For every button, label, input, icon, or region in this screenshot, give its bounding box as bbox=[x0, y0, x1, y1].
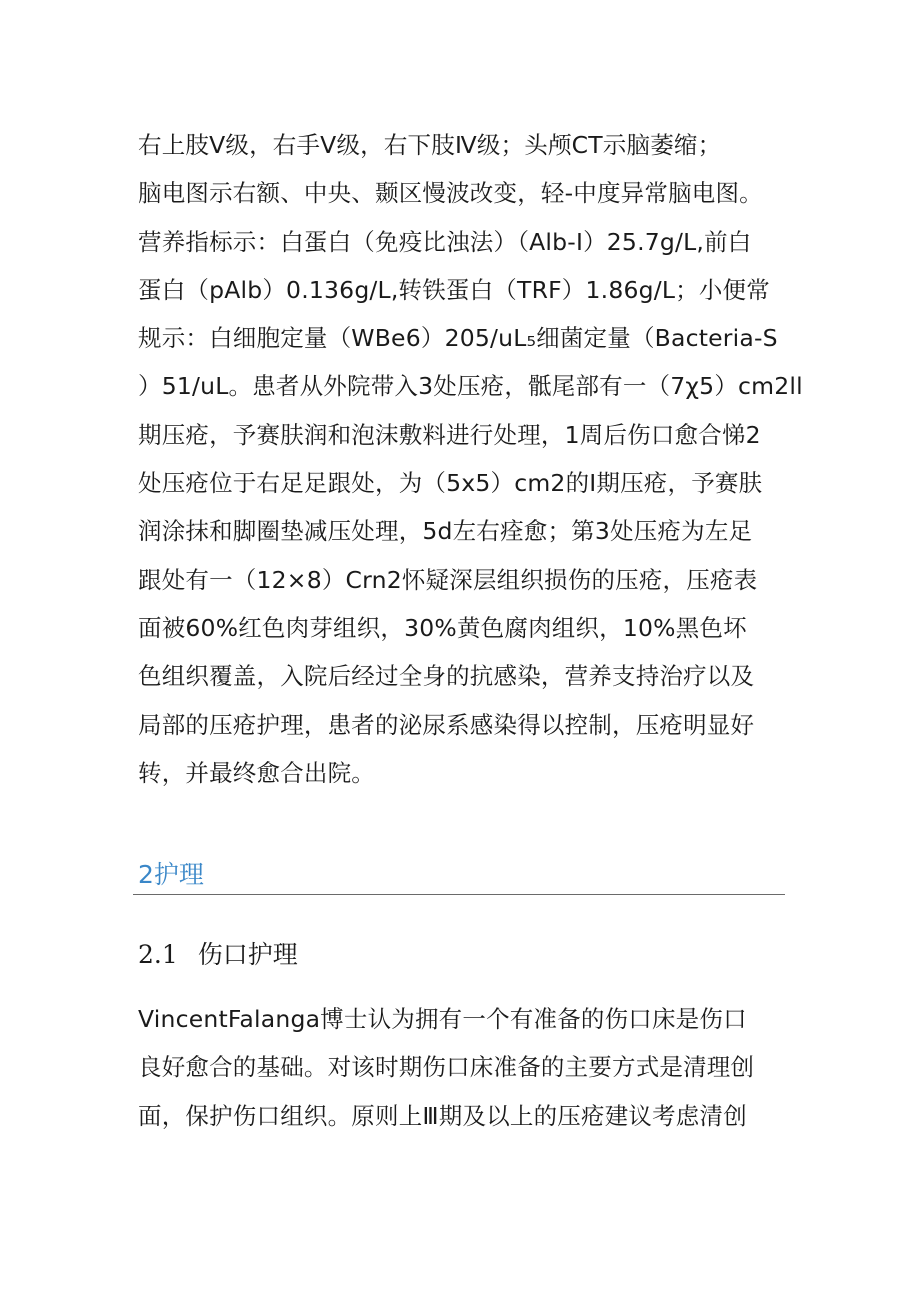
text-line: 期压疮，予赛肤润和泡沫敷料进行处理，1周后伤口愈合悌2 bbox=[138, 420, 761, 449]
text-line: 营养指标示：白蛋白（免疫比浊法）（Alb-I）25.7g∕L,前白 bbox=[138, 227, 752, 256]
text-line: 规示：白细胞定量（WBe6）205/uL₅细菌定量（Bacteria-S bbox=[138, 324, 778, 353]
text-line: VincentFalanga博士认为拥有一个有准备的伤口床是伤口 bbox=[138, 1005, 747, 1033]
text-line: 转，并最终愈合出院。 bbox=[138, 758, 375, 787]
text-line: 蛋白（pAlb）0.136g∕L,转铁蛋白（TRF）1.86g/L；小便常 bbox=[138, 275, 770, 304]
text-line: 润涂抹和脚圈垫减压处理，5d左右痊愈；第3处压疮为左足 bbox=[138, 517, 753, 546]
text-line: 脑电图示右额、中央、颞区慢波改变，轻-中度异常脑电图。 bbox=[138, 179, 763, 208]
text-line: 面，保护伤口组织。原则上Ⅲ期及以上的压疮建议考虑清创 bbox=[138, 1101, 747, 1130]
text-line: 面被60%红色肉芽组织，30%黄色腐肉组织，10%黑色坏 bbox=[138, 613, 747, 642]
subsection-title: 伤口护理 bbox=[197, 940, 298, 969]
paragraph-case-history bbox=[138, 121, 803, 797]
text-line: 色组织覆盖，入院后经过全身的抗感染，营养支持治疗以及 bbox=[138, 662, 755, 691]
text-line: 局部的压疮护理，患者的泌尿系感染得以控制，压疮明显好 bbox=[138, 710, 755, 739]
subsection-heading bbox=[138, 935, 298, 971]
paragraph-wound-care bbox=[138, 995, 788, 1140]
text-line: 右上肢Ⅴ级，右手Ⅴ级，右下肢Ⅳ级；头颅CT示脑萎缩； bbox=[138, 131, 722, 159]
text-line: 良好愈合的基础。对该时期伤口床准备的主要方式是清理创 bbox=[138, 1053, 755, 1082]
text-line: 跟处有一（12×8）Crn2怀疑深层组织损伤的压疮，压疮表 bbox=[138, 565, 758, 594]
text-line: ）51/uL。患者从外院带入3处压疮，骶尾部有一（7χ5）cm2ll bbox=[138, 372, 803, 401]
text-line: 处压疮位于右足足跟处，为（5x5）cm2的Ⅰ期压疮，予赛肤 bbox=[138, 469, 763, 498]
section-heading: 2护理 bbox=[138, 860, 204, 889]
subsection-number: 2.1 bbox=[138, 940, 178, 969]
section-divider bbox=[133, 894, 785, 895]
